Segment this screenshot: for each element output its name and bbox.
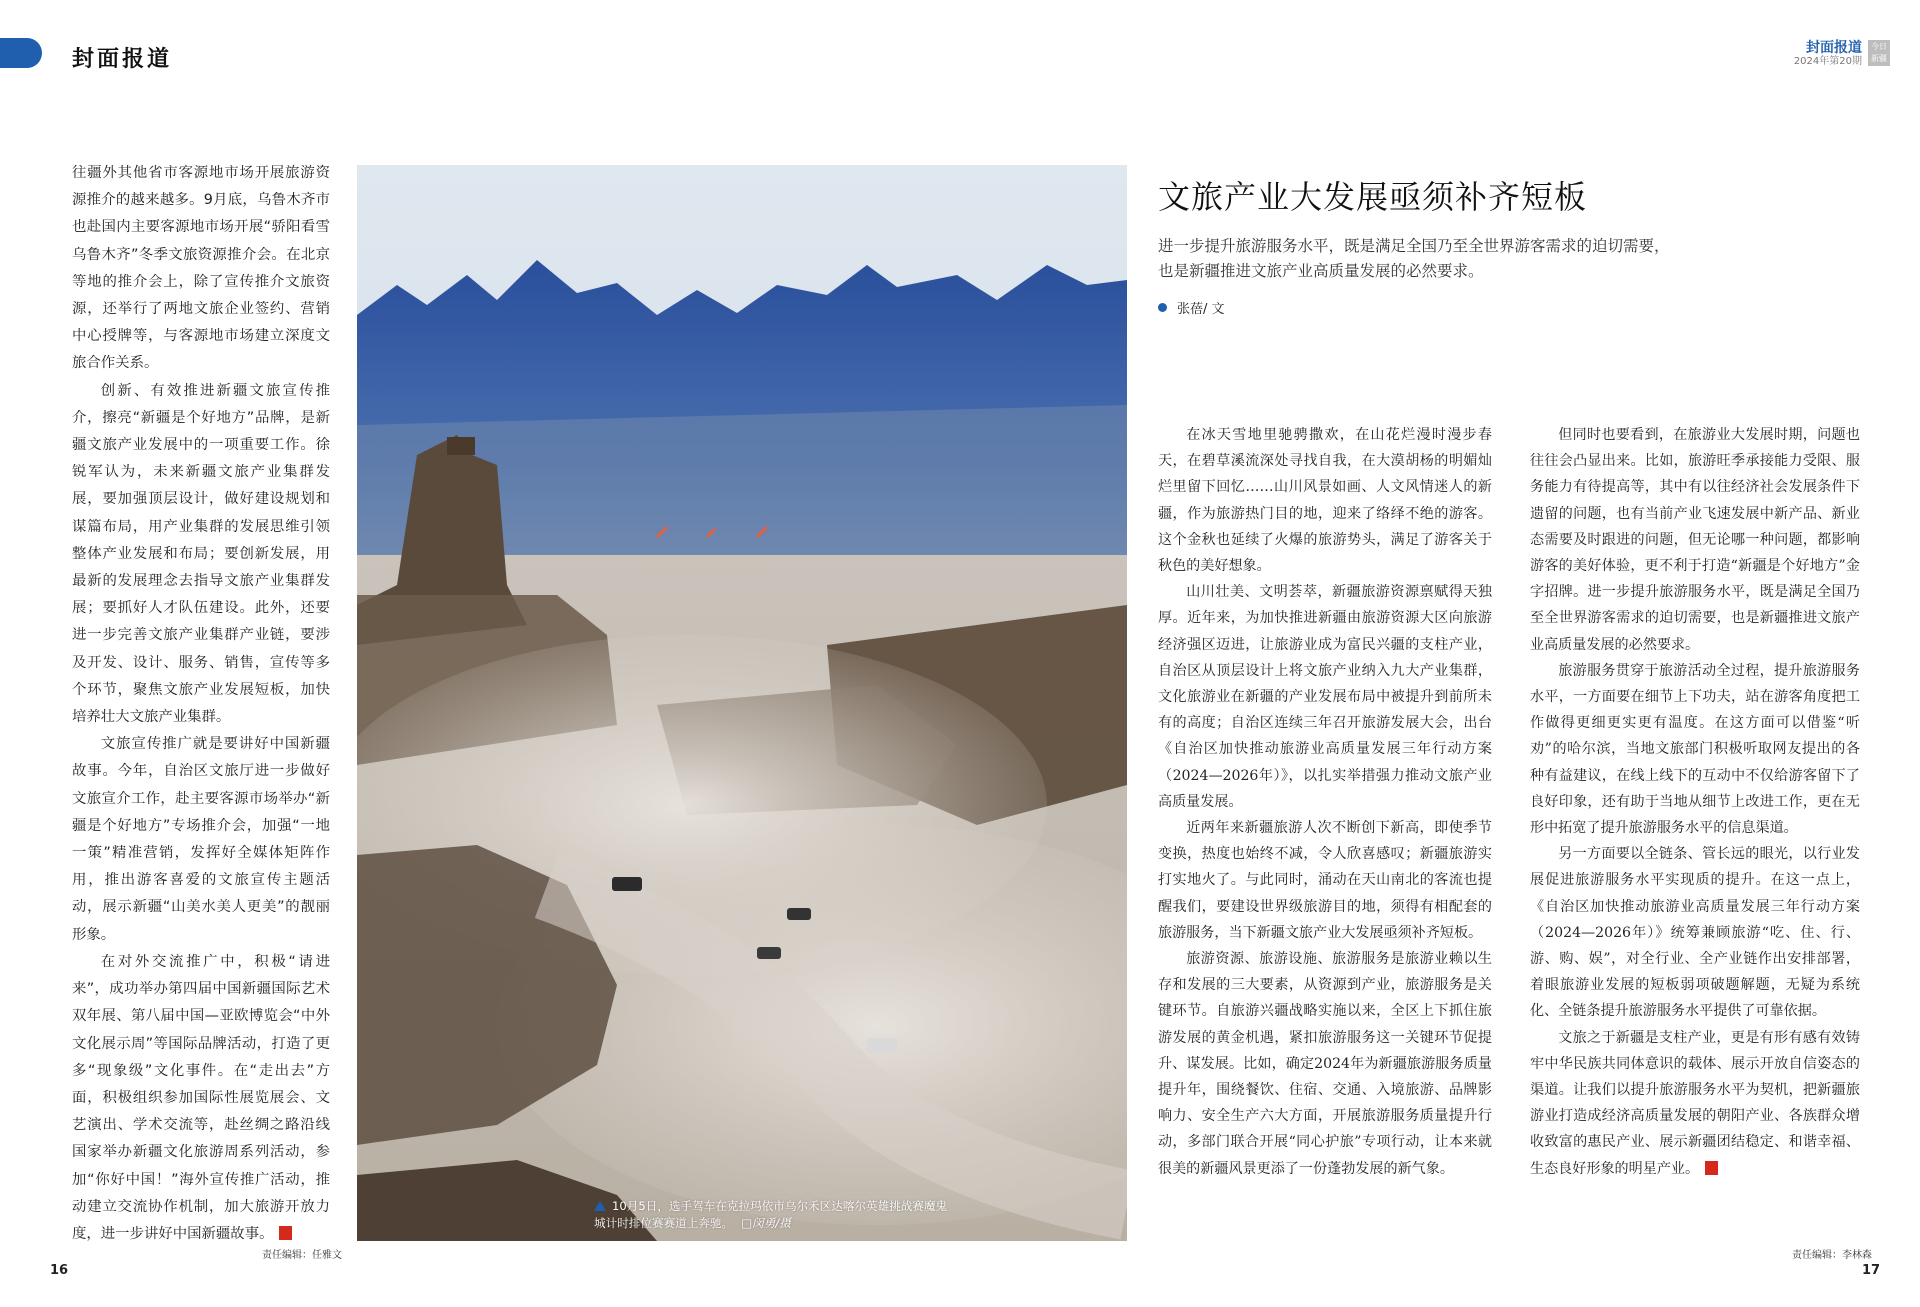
paragraph: 在冰天雪地里驰骋撒欢，在山花烂漫时漫步春天，在碧草溪流深处寻找自我，在大漠胡杨的明媚灿烂里留下回忆……山川风景如画、人文风情迷人的新疆，作为旅游热门目的地，迎来了络绎不绝的游客。这个金秋也延续了火爆的旅游势头，满足了游客关于秋色的美好想象。 [1158,427,1492,575]
magazine-header-text [1794,40,1862,68]
editor-credit-right: 责任编辑：李林森 [1792,1250,1872,1261]
page-number-left: 16 [50,1263,69,1278]
section-tab-marker [0,38,42,68]
author-name: 张蓓 [1177,302,1204,317]
article-headline: 文旅产业大发展亟须补齐短板 [1158,178,1588,216]
paragraph: 创新、有效推进新疆文旅宣传推介，擦亮“新疆是个好地方”品牌，是新疆文旅产业发展中的一项重要工作。徐锐军认为，未来新疆文旅产业集群发展，要加强顶层设计，做好建设规划和谋篇布局，用产业集群的发展思维引领整体产业发展和布局；要创新发展，用最新的发展理念去指导文旅产业集群发展；要抓好人才队伍建设。此外，还要进一步完善文旅产业集群产业链，要涉及开发、设计、服务、销售，宣传等多个环节，聚焦文旅产业发展短板，加快培养壮大文旅产业集群。 [72,382,330,726]
magazine-header [1794,40,1890,68]
section-title-right: 封面报道 [1806,40,1862,56]
right-page-column-1 [1158,422,1492,1182]
paragraph: 往疆外其他省市客源地市场开展旅游资源推介的越来越多。9月底，乌鲁木齐市也赴国内主要客源地市场开展“骄阳看雪 乌鲁木齐”冬季文旅资源推介会。在北京等地的推介会上，除了宣传推介文旅资源，还举行了两地文旅企业签约、营销中心授牌等，与客源地市场建立深度文旅合作关系。 [72,165,345,372]
left-page-column [72,160,345,1248]
author-suffix: / 文 [1203,302,1225,317]
editor-credit-left: 责任编辑：任雅文 [262,1250,342,1261]
byline [1158,298,1225,317]
paragraph: 近两年来新疆旅游人次不断创下新高，即使季节变换，热度也始终不减，令人欣喜感叹；新疆旅游实打实地火了。与此同时，涌动在天山南北的客流也提醒我们，要建设世界级旅游目的地，须得有相配套的旅游服务，当下新疆文旅产业大发展亟须补齐短板。 [1158,820,1492,941]
paragraph: 但同时也要看到，在旅游业大发展时期，问题也往往会凸显出来。比如，旅游旺季承接能力受限、服务能力有待提高等，其中有以往经济社会发展条件下遗留的问题，也有当前产业飞速发展中新产品、新业态需要及时跟进的问题，但无论哪一种问题，都影响游客的美好体验，更不利于打造“新疆是个好地方”金字招牌。进一步提升旅游服务水平，既是满足全国乃至全世界游客需求的迫切需要，也是新疆推进文旅产业高质量发展的必然要求。 [1530,427,1860,653]
paragraph-text: 在对外交流推广中，积极“请进来”，成功举办第四届中国新疆国际艺术双年展、第八届中国—亚欧博览会“中外文化展示周”等国际品牌活动，打造了更多“现象级”文化事件。在“走出去”方面，积极组织参加国际性展览展会、文艺演出、学术交流等，赴丝绸之路沿线国家举办新疆文化旅游周系列活动，参加“你好中国！”海外宣传推广活动，推动建立交流协作机制，加大旅游开放力度，进一步讲好中国新疆故事。 [72,953,330,1242]
magazine-logo: 今日 新疆 [1868,40,1890,66]
photo-credit: □闵勇/摄 [741,1216,791,1230]
photo-caption [594,1198,954,1232]
article-lede: 进一步提升旅游服务水平，既是满足全国乃至全世界游客需求的迫切需要，也是新疆推进文旅产业高质量发展的必然要求。 [1158,237,1670,280]
paragraph-last [1530,1025,1860,1182]
paragraph: 旅游服务贯穿于旅游活动全过程，提升旅游服务水平，一方面要在细节上下功夫，站在游客角度把工作做得更细更实更有温度。在这方面可以借鉴“听劝”的哈尔滨，当地文旅部门积极听取网友提出的各种有益建议，在线上线下的互动中不仅给游客留下了良好印象，还有助于当地从细节上改进工作，更在无形中拓宽了提升旅游服务水平的信息渠道。 [1530,662,1860,837]
section-title-left: 封面报道 [72,46,173,72]
article-end-mark-icon [1705,1161,1718,1175]
article-end-mark-icon [279,1226,292,1240]
paragraph: 旅游资源、旅游设施、旅游服务是旅游业赖以生存和发展的三大要素，从资源到产业，旅游服务是关键环节。自旅游兴疆战略实施以来，全区上下抓住旅游发展的黄金机遇，紧扣旅游服务这一关键环节促提升、谋发展。比如，确定2024年为新疆旅游服务质量提升年，围绕餐饮、住宿、交通、入境旅游、品牌影响力、安全生产六大方面，开展旅游服务质量提升行动，多部门联合开展“同心护旅”专项行动，让本来就很美的新疆风景更添了一份蓬勃发展的新气象。 [1158,951,1492,1177]
caption-text: 10月5日，选手驾车在克拉玛依市乌尔禾区达喀尔英雄挑战赛魔鬼城计时排位赛赛道上奔驰。 [594,1199,948,1230]
issue-number: 2024年第20期 [1793,56,1862,67]
byline-dot-icon [1158,303,1167,312]
paragraph: 文旅宣传推广就是要讲好中国新疆故事。今年，自治区文旅厅进一步做好文旅宣介工作，赴主要客源市场举办“新疆是个好地方”专场推介会，加强“一地一策”精准营销，发挥好全媒体矩阵作用，推出游客喜爱的文旅宣传主题活动，展示新疆“山美水美人更美”的靓丽形象。 [72,736,330,943]
cover-photo [357,165,1127,1241]
page-number-right: 17 [1862,1263,1881,1278]
paragraph-text: 文旅之于新疆是支柱产业，更是有形有感有效铸牢中华民族共同体意识的载体、展示开放自信姿态的渠道。让我们以提升旅游服务水平为契机，把新疆旅游业打造成经济高质量发展的朝阳产业、各族群众增收致富的惠民产业、展示新疆团结稳定、和谐幸福、生态良好形象的明星产业。 [1530,1029,1860,1177]
caption-triangle-icon [594,1201,606,1211]
paragraph: 另一方面要以全链条、管长远的眼光，以行业发展促进旅游服务水平实现质的提升。在这一点上，《自治区加快推动旅游业高质量发展三年行动方案（2024—2026年）》统筹兼顾旅游“吃、住、行、游、购、娱”，对全行业、全产业链作出安排部署，着眼旅游业发展的短板弱项破题解题，无疑为系统化、全链条提升旅游服务水平提供了可靠依据。 [1530,846,1860,1020]
paragraph-last [72,949,330,1248]
desert-race-photo [357,165,1127,1241]
right-page-column-2 [1530,422,1860,1182]
paragraph: 山川壮美、文明荟萃，新疆旅游资源禀赋得天独厚。近年来，为加快推进新疆由旅游资源大区向旅游经济强区迈进，让旅游业成为富民兴疆的支柱产业，自治区从顶层设计上将文旅产业纳入九大产业集群，文化旅游业在新疆的产业发展布局中被提升到前所未有的高度；自治区连续三年召开旅游发展大会，出台《自治区加快推动旅游业高质量发展三年行动方案（2024—2026年）》，以扎实举措强力推动文旅产业高质量发展。 [1158,584,1492,810]
